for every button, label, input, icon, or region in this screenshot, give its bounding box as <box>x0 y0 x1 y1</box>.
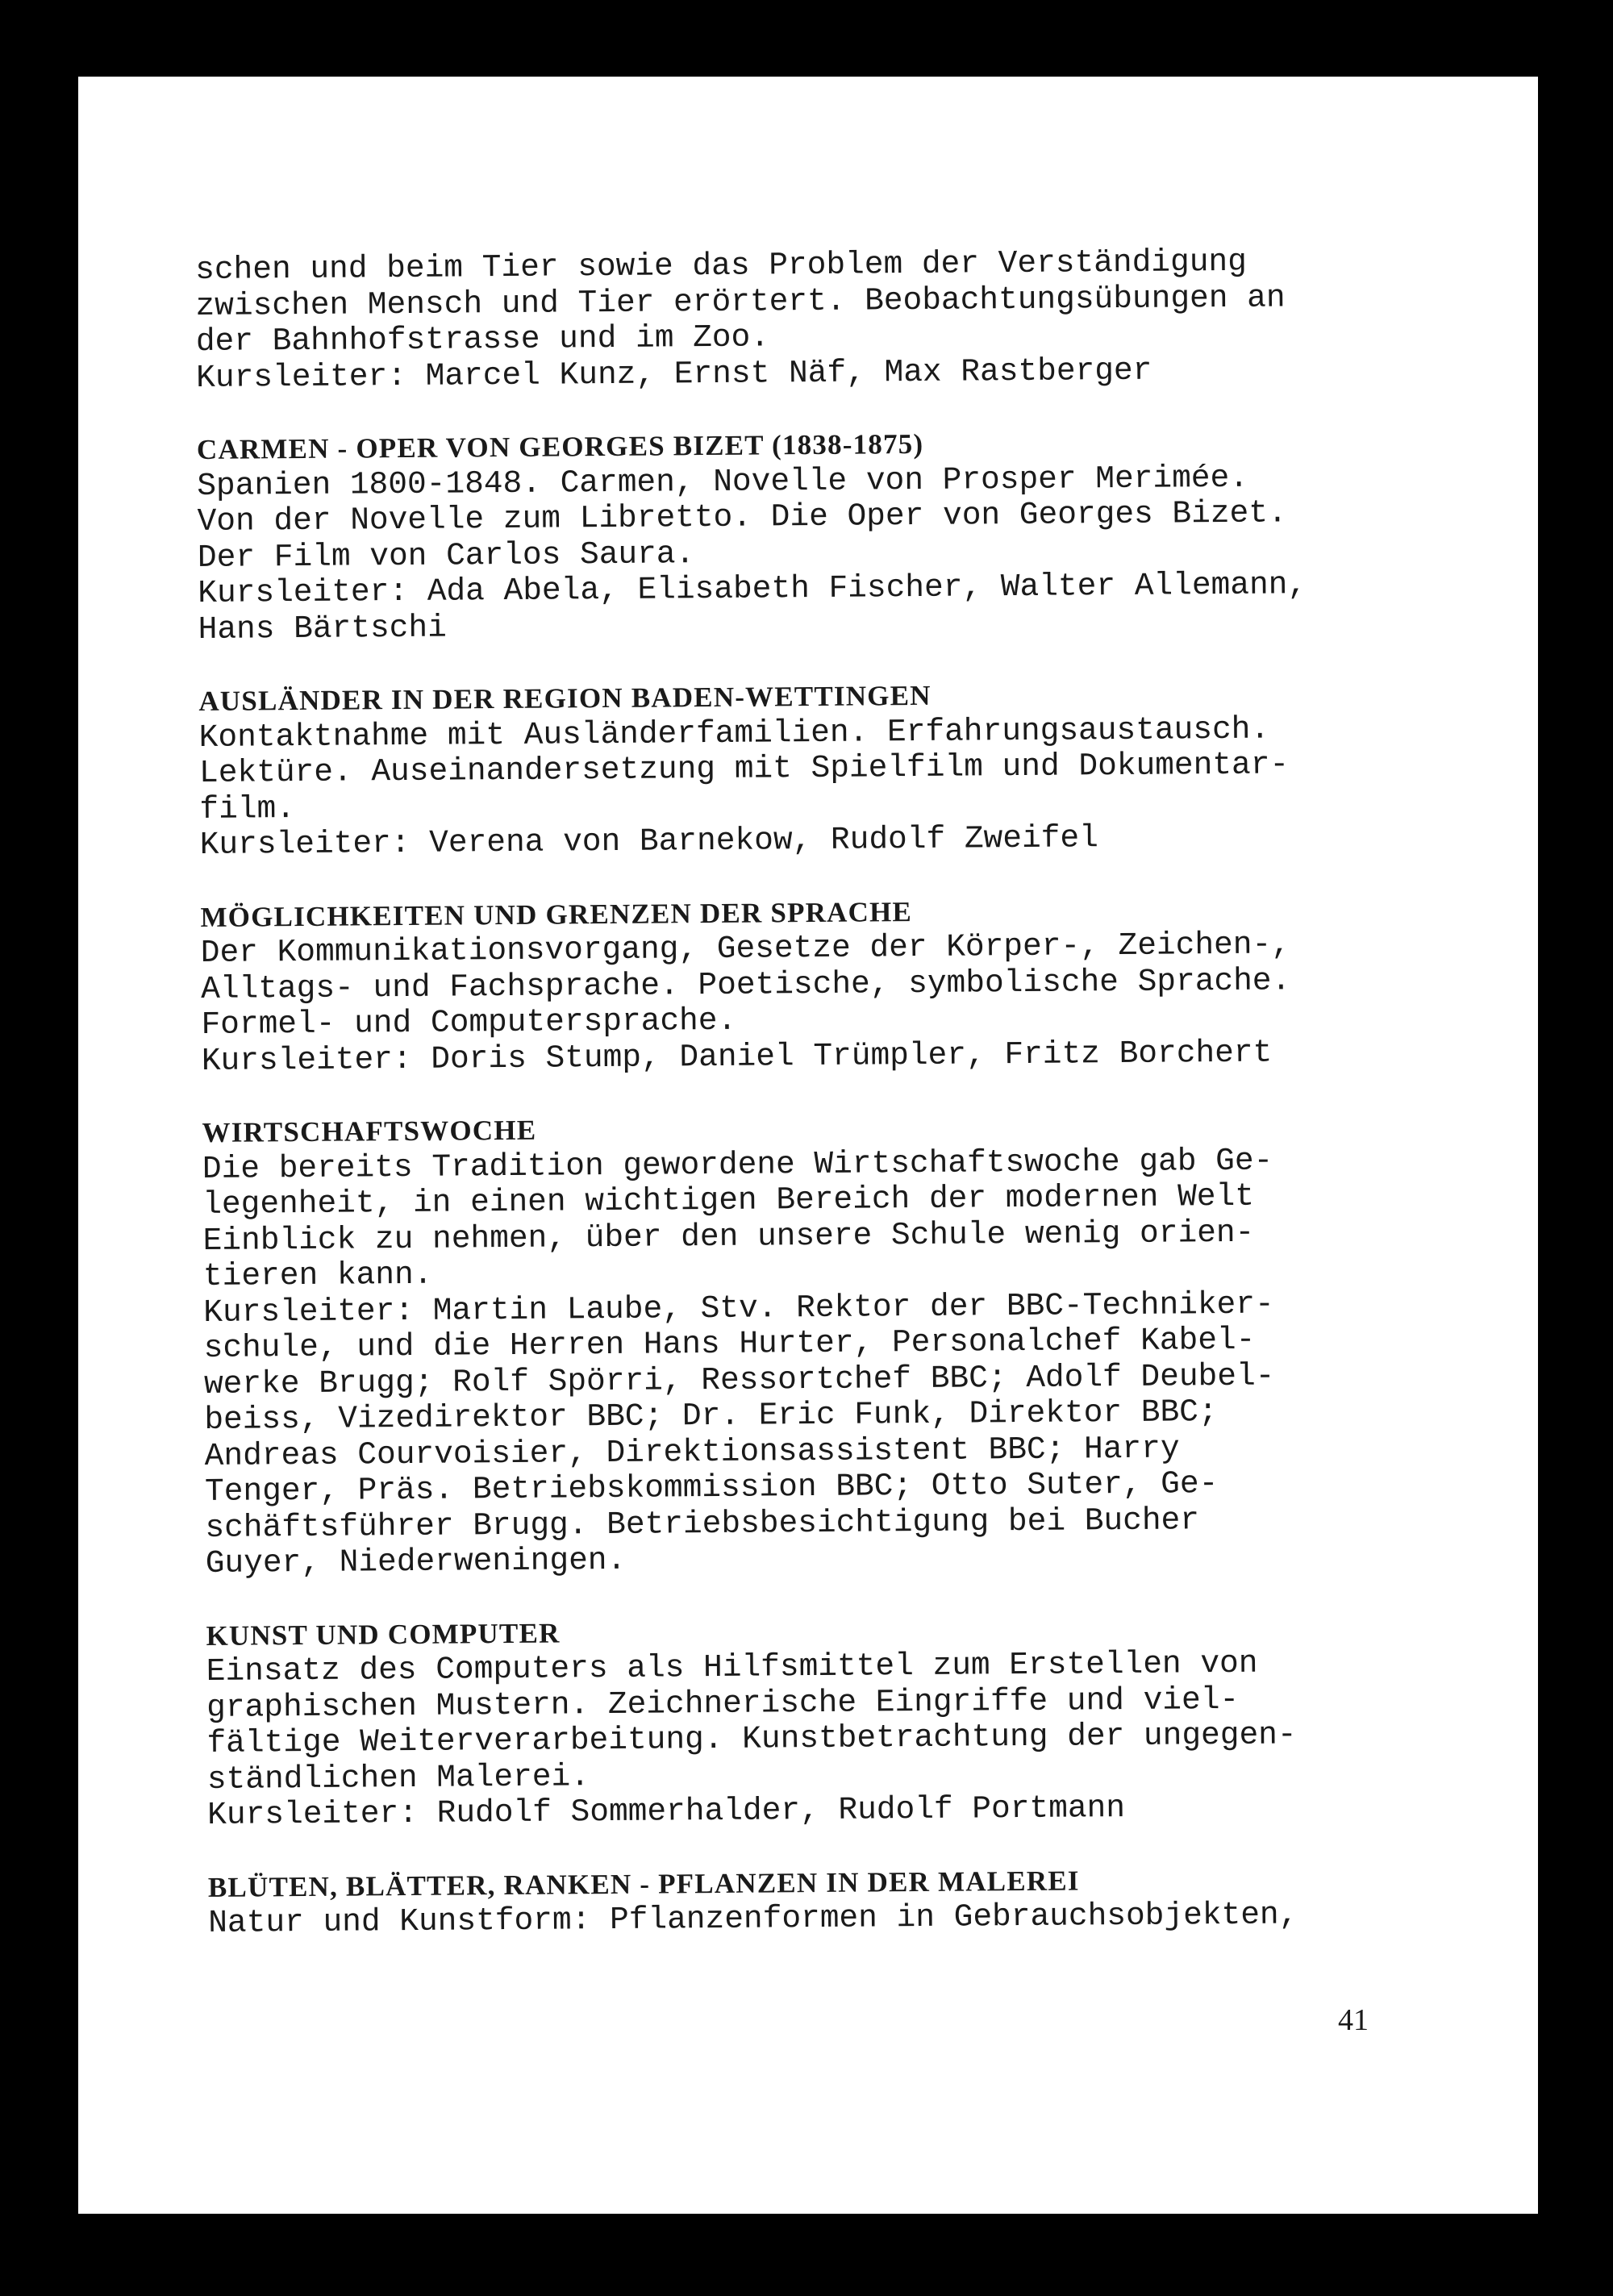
text-line: werke Brugg; Rolf Spörri, Ressortchef BBC; Adolf Deubel- <box>203 1357 1275 1402</box>
text-line: Einblick zu nehmen, über den unsere Schule wenig orien- <box>202 1214 1255 1259</box>
text-line: schen und beim Tier sowie das Problem der Verständigung <box>194 243 1248 288</box>
text-line: Die bereits Tradition gewordene Wirtschaftswoche gab Ge- <box>202 1142 1273 1187</box>
section-sprache <box>200 890 1448 1079</box>
section-heading: KUNST UND COMPUTER <box>206 1616 561 1652</box>
text-line: schäftsführer Brugg. Betriebsbesichtigung bei Bucher <box>205 1501 1200 1546</box>
text-line: legenheit, in einen wichtigen Bereich der modernen Welt <box>202 1177 1255 1223</box>
section-carmen <box>197 423 1444 648</box>
text-line: Der Film von Carlos Saura. <box>197 535 695 576</box>
text-line: tieren kann. <box>202 1256 433 1294</box>
text-line: zwischen Mensch und Tier erörtert. Beobachtungsübungen an <box>195 278 1286 324</box>
text-line: graphischen Mustern. Zeichnerische Eingriffe und viel- <box>206 1681 1240 1726</box>
intro-paragraph <box>195 243 1442 396</box>
text-line: Spanien 1800-1848. Carmen, Novelle von Prosper Merimée. <box>197 459 1249 504</box>
text-line: der Bahnhofstrasse und im Zoo. <box>195 319 770 360</box>
text-line: Kursleiter: Rudolf Sommerhalder, Rudolf Portmann <box>207 1790 1126 1833</box>
section-heading: BLÜTEN, BLÄTTER, RANKEN - PFLANZEN IN DER MALEREI <box>207 1864 1080 1903</box>
text-line: Kursleiter: Verena von Barnekow, Rudolf Zweifel <box>199 819 1099 863</box>
page-content <box>195 243 1455 1978</box>
text-line: Lektüre. Auseinandersetzung mit Spielfilm und Dokumentar- <box>198 746 1290 791</box>
text-line: Der Kommunikationsvorgang, Gesetze der Körper-, Zeichen-, <box>200 926 1291 971</box>
page-number: 41 <box>1338 2003 1369 2037</box>
text-line: fältige Weiterverarbeitung. Kunstbetrachtung der ungegen- <box>206 1716 1297 1761</box>
section-wirtschaftswoche <box>202 1106 1451 1582</box>
text-line: Kursleiter: Martin Laube, Stv. Rektor der BBC-Techniker- <box>203 1286 1274 1331</box>
section-heading: WIRTSCHAFTSWOCHE <box>202 1114 537 1148</box>
section-heading: AUSLÄNDER IN DER REGION BADEN-WETTINGEN <box>198 679 932 717</box>
text-line: Natur und Kunstform: Pflanzenformen in Gebrauchsobjekten, <box>208 1896 1298 1941</box>
section-pflanzen <box>208 1860 1455 1941</box>
text-line: Tenger, Präs. Betriebskommission BBC; Otto Suter, Ge- <box>204 1465 1219 1510</box>
text-line: Formel- und Computersprache. <box>201 1002 737 1043</box>
text-line: film. <box>199 790 296 827</box>
text-line: Von der Novelle zum Libretto. Die Oper von Georges Bizet. <box>197 494 1287 540</box>
section-heading: CARMEN - OPER VON GEORGES BIZET (1838-1875) <box>196 427 924 465</box>
text-line: ständlichen Malerei. <box>206 1757 590 1798</box>
text-line: Kursleiter: Marcel Kunz, Ernst Näf, Max Rastberger <box>196 352 1152 396</box>
text-line: Alltags- und Fachsprache. Poetische, symbolische Sprache. <box>200 961 1291 1007</box>
text-line: schule, und die Herren Hans Hurter, Personalchef Kabel- <box>203 1321 1256 1366</box>
text-line: Hans Bärtschi <box>198 609 447 648</box>
text-line: Kursleiter: Doris Stump, Daniel Trümpler, Fritz Borchert <box>201 1034 1273 1079</box>
text-line: Andreas Courvoisier, Direktionsassistent BBC; Harry <box>204 1429 1180 1474</box>
text-line: Guyer, Niederweningen. <box>205 1541 627 1581</box>
section-kunst-computer <box>206 1608 1453 1833</box>
text-line: Einsatz des Computers als Hilfsmittel zum Erstellen von <box>206 1644 1258 1690</box>
text-line: beiss, Vizedirektor BBC; Dr. Eric Funk, Direktor BBC; <box>204 1394 1218 1438</box>
section-auslaender <box>198 674 1446 864</box>
text-line: Kursleiter: Ada Abela, Elisabeth Fischer, Walter Allemann, <box>198 566 1307 611</box>
document-page <box>78 77 1538 2214</box>
section-heading: MÖGLICHKEITEN UND GRENZEN DER SPRACHE <box>200 895 913 933</box>
text-line: Kontaktnahme mit Ausländerfamilien. Erfahrungsaustausch. <box>198 710 1270 756</box>
